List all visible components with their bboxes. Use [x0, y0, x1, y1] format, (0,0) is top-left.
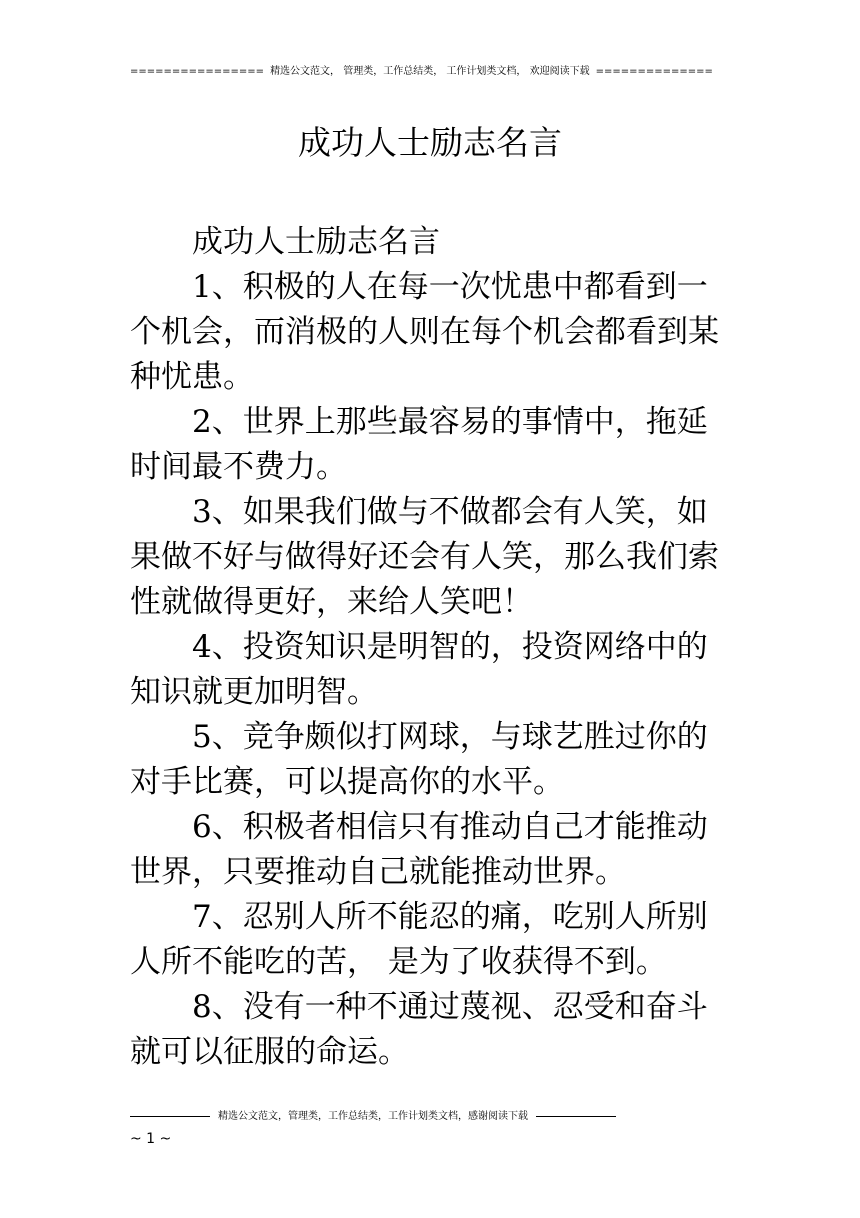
paragraph: 成功人士励志名言	[192, 224, 440, 260]
document-body	[130, 220, 725, 1075]
footer-left-rule	[130, 1116, 210, 1117]
page-title: 成功人士励志名言	[298, 123, 562, 162]
header-right-rule: ==============	[595, 66, 713, 77]
paragraph: 8、没有一种不通过蔑视、忍受和奋斗就可以征服的命运。	[130, 989, 708, 1070]
footer-right-rule	[536, 1116, 616, 1117]
paragraph: 2、世界上那些最容易的事情中，拖延时间最不费力。	[130, 404, 708, 485]
header-left-rule: ================	[130, 66, 265, 77]
paragraph: 1、积极的人在每一次忧患中都看到一个机会，而消极的人则在每个机会都看到某种忧患。	[130, 269, 719, 395]
page-footer	[130, 1110, 730, 1124]
paragraph: 3、如果我们做与不做都会有人笑，如果做不好与做得好还会有人笑，那么我们索性就做得更好，来给人笑吧！	[130, 494, 719, 620]
paragraph: 5、竞争颇似打网球，与球艺胜过你的对手比赛，可以提高你的水平。	[130, 719, 708, 800]
paragraph: 4、投资知识是明智的，投资网络中的知识就更加明智。	[130, 629, 708, 710]
footer-text: 精选公文范文，管理类，工作总结类，工作计划类文档，感谢阅读下载	[218, 1111, 528, 1122]
page-header	[130, 64, 730, 80]
paragraph: 7、忍别人所不能忍的痛，吃别人所别人所不能吃的苦， 是为了收获得不到。	[130, 899, 708, 980]
header-text: 精选公文范文， 管理类，工作总结类， 工作计划类文档， 欢迎阅读下载	[270, 66, 590, 77]
page-number: ~ 1 ~	[130, 1131, 172, 1147]
paragraph: 6、积极者相信只有推动自己才能推动世界，只要推动自己就能推动世界。	[130, 809, 708, 890]
